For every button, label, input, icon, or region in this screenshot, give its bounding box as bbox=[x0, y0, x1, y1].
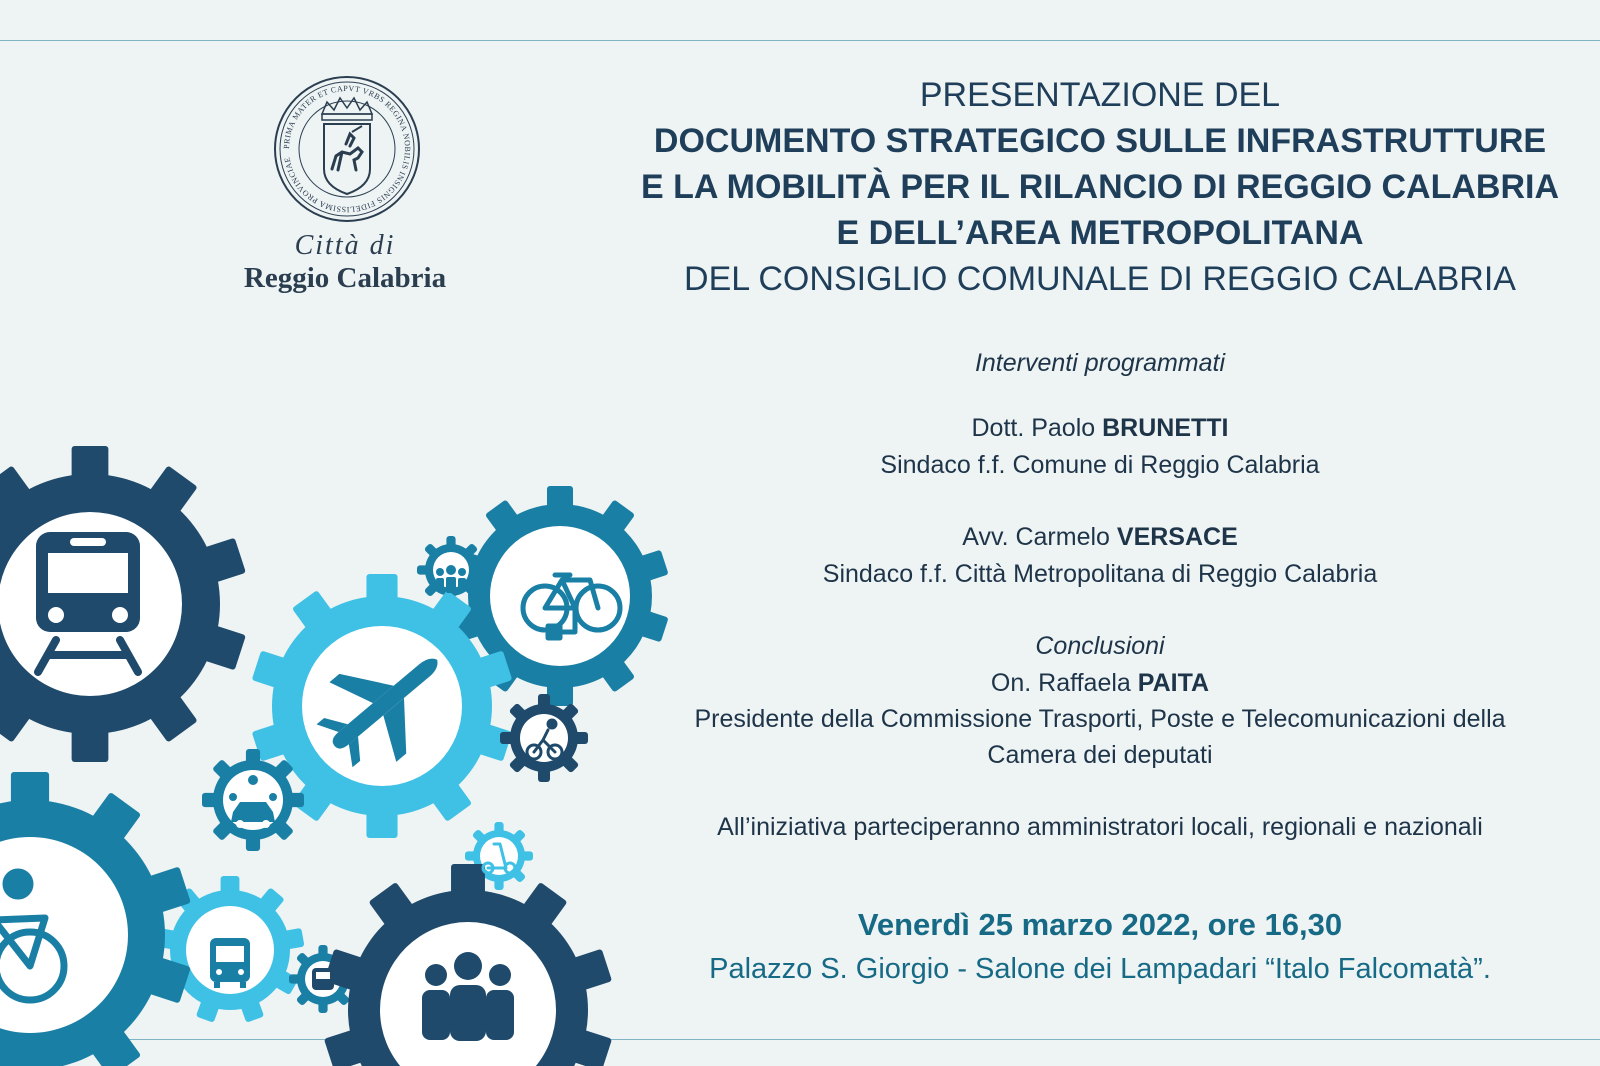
conclusion-role-line1: Presidente della Commissione Trasporti, Poste e Telecomunicazioni della bbox=[694, 705, 1506, 733]
gear-train-tooth bbox=[72, 730, 109, 762]
speaker-1-role: Sindaco f.f. Comune di Reggio Calabria bbox=[880, 451, 1320, 479]
city-name-line1: Città di bbox=[294, 230, 396, 261]
gear-train-tooth bbox=[72, 446, 109, 478]
conclusion-prefix: On. Raffaela bbox=[990, 669, 1138, 697]
program-heading: Interventi programmati bbox=[974, 349, 1226, 377]
title-line-1: PRESENTAZIONE DEL bbox=[919, 76, 1281, 114]
title-line-5: DEL CONSIGLIO COMUNALE DI REGGIO CALABRIA bbox=[684, 260, 1516, 298]
conclusions-heading: Conclusioni bbox=[1035, 632, 1165, 660]
svg-text:PRIMA MATER ET CAPVT VRBS REGI: PRIMA MATER ET CAPVT VRBS REGINA NOBILIS INSIGNIS FIDELISSIMA PROVINCIAE bbox=[281, 83, 413, 215]
speaker-1-prefix: Dott. Paolo bbox=[971, 414, 1103, 442]
train-small-icon bbox=[312, 968, 334, 990]
speaker-2-prefix: Avv. Carmelo bbox=[962, 523, 1117, 551]
event-venue: Palazzo S. Giorgio - Salone dei Lampadari “Italo Falcomatà”. bbox=[709, 953, 1491, 985]
bus-icon bbox=[210, 938, 250, 988]
title-line-2: DOCUMENTO STRATEGICO SULLE INFRASTRUTTURE bbox=[653, 122, 1547, 160]
speaker-2-role: Sindaco f.f. Città Metropolitana di Reggio Calabria bbox=[822, 560, 1378, 588]
participants-note: All’iniziativa parteciperanno amministratori locali, regionali e nazionali bbox=[717, 813, 1483, 841]
title-line-4: E DELL’AREA METROPOLITANA bbox=[836, 214, 1364, 252]
group-people-icon bbox=[422, 952, 514, 1041]
gear-cyclist-large-tooth bbox=[11, 772, 49, 804]
title-line-3: E LA MOBILITÀ PER IL RILANCIO DI REGGIO CALABRIA bbox=[641, 168, 1559, 206]
event-date: Venerdì 25 marzo 2022, ore 16,30 bbox=[857, 907, 1343, 942]
conclusion-role-line2: Camera dei deputati bbox=[987, 741, 1213, 769]
gear-bike-center bbox=[490, 526, 630, 666]
speaker-1-surname: BRUNETTI bbox=[1102, 414, 1229, 442]
speaker-2-surname: VERSACE bbox=[1116, 523, 1238, 551]
people-icon bbox=[436, 565, 466, 593]
train-icon bbox=[36, 532, 140, 672]
gear-group-tooth bbox=[451, 864, 485, 894]
gear-carshare bbox=[202, 749, 304, 851]
conclusion-surname: PAITA bbox=[1137, 669, 1210, 697]
city-name-line2: Reggio Calabria bbox=[243, 262, 447, 294]
